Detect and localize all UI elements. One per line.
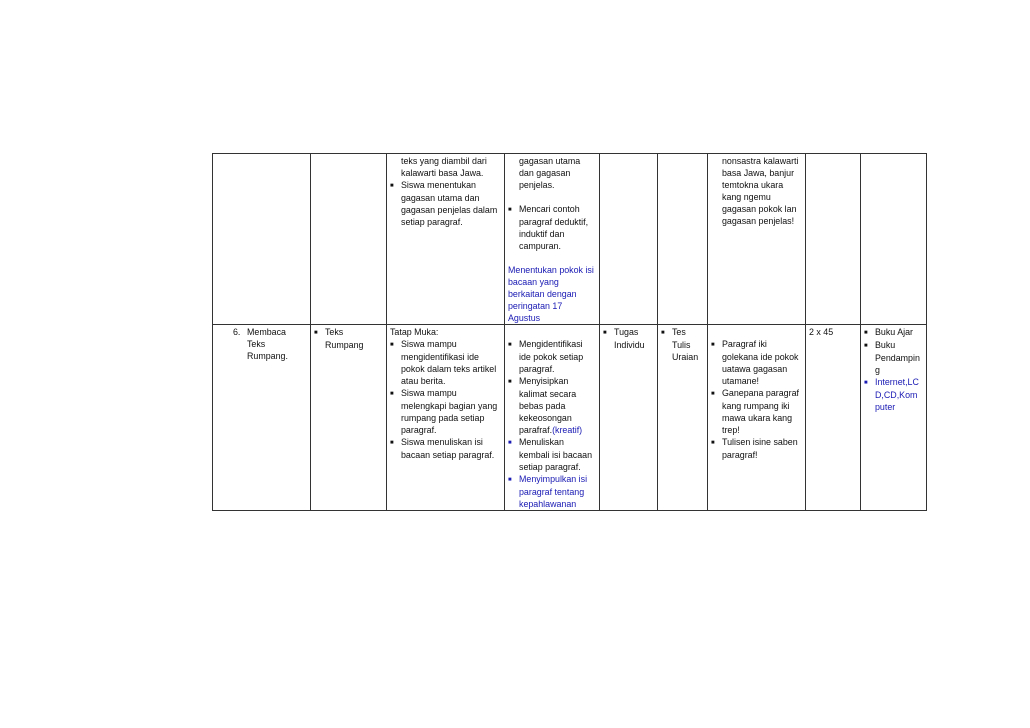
bullet-icon: ■ xyxy=(508,440,512,446)
cell-bentuk xyxy=(658,325,708,511)
text-line: gagasan penjelas dalam xyxy=(401,205,498,215)
list-item: ■ Menyimpulkan isi xyxy=(508,474,588,484)
text-line: setiap paragraf. xyxy=(401,217,463,227)
text-line: Rumpang xyxy=(325,340,364,350)
list-item: ■ Teks xyxy=(314,327,344,337)
list-item: ■ Tugas xyxy=(603,327,639,337)
text-line: kalimat secara xyxy=(519,389,577,399)
text-line: golekana ide pokok xyxy=(722,352,799,362)
text-line: trep! xyxy=(722,425,740,435)
text-line: dan gagasan xyxy=(519,168,571,178)
bullet-icon: ■ xyxy=(864,330,868,336)
text-line: Individu xyxy=(614,340,645,350)
text-line: paragraf! xyxy=(722,450,758,460)
list-item: ■ Paragraf iki xyxy=(711,339,767,349)
bullet-icon: ■ xyxy=(711,440,715,446)
cell-kd xyxy=(213,154,311,325)
cell-teknik xyxy=(600,325,658,511)
text-line: setiap paragraf. xyxy=(519,462,581,472)
text-line: kembali isi bacaan xyxy=(519,450,593,460)
note-line: peringatan 17 xyxy=(508,301,563,311)
list-item: ■ Internet,LC xyxy=(864,377,919,387)
text-line: basa Jawa, banjur xyxy=(722,168,795,178)
note-line: bacaan yang xyxy=(508,277,559,287)
text-line: uatawa gagasan xyxy=(722,364,788,374)
list-item: ■ Tes xyxy=(661,327,686,337)
text-line: atau berita. xyxy=(401,376,446,386)
text-line: ide pokok setiap xyxy=(519,352,584,362)
text-line: kang rumpang iki xyxy=(722,401,790,411)
text-line: temtokna ukara xyxy=(722,180,784,190)
text-line: penjelas. xyxy=(519,180,555,190)
text-line: paragraf deduktif, xyxy=(519,217,589,227)
note-line: Menentukan pokok isi xyxy=(508,265,594,275)
lesson-plan-table xyxy=(212,153,927,511)
text-line: rumpang pada setiap xyxy=(401,413,485,423)
note-line: Agustus xyxy=(508,313,541,323)
text-line: kang ngemu xyxy=(722,192,771,202)
text-line: Pendampin xyxy=(875,353,920,363)
list-item: ■ Siswa mampu xyxy=(390,388,457,398)
text-line: gagasan utama xyxy=(519,156,581,166)
text-line: melengkapi bagian yang xyxy=(401,401,498,411)
text-line: utamane! xyxy=(722,376,760,386)
note-line: berkaitan dengan xyxy=(508,289,577,299)
list-item: ■ Mencari contoh xyxy=(508,204,580,214)
bullet-icon: ■ xyxy=(390,440,394,446)
text-line: teks yang diambil dari xyxy=(401,156,487,166)
bullet-icon: ■ xyxy=(508,342,512,348)
bullet-icon: ■ xyxy=(508,477,512,483)
text-line: parafraf.(kreatif) xyxy=(519,425,583,435)
table-row-6 xyxy=(213,325,927,511)
bullet-icon: ■ xyxy=(864,380,868,386)
text-line: Uraian xyxy=(672,352,699,362)
bullet-icon: ■ xyxy=(508,207,512,213)
text-line: mawa ukara kang xyxy=(722,413,793,423)
text-line: paragraf. xyxy=(519,364,555,374)
cell-kegiatan xyxy=(387,154,505,325)
cell-sumber xyxy=(861,325,927,511)
bullet-icon: ■ xyxy=(390,391,394,397)
cell-materi xyxy=(311,154,387,325)
text-line: kepahlawanan xyxy=(519,499,577,509)
cell-waktu xyxy=(806,154,861,325)
bullet-icon: ■ xyxy=(661,330,665,336)
cell-bentuk xyxy=(658,154,708,325)
bullet-icon: ■ xyxy=(390,183,394,189)
list-item: ■ Menuliskan xyxy=(508,437,564,447)
kegiatan-heading: Tatap Muka: xyxy=(390,327,439,337)
list-item: ■ Siswa mampu xyxy=(390,339,457,349)
list-item: ■ Tulisen isine saben xyxy=(711,437,798,447)
text-line: gagasan pokok lan xyxy=(722,204,797,214)
bullet-icon: ■ xyxy=(508,379,512,385)
text-line: nonsastra kalawarti xyxy=(722,156,799,166)
cell-waktu xyxy=(806,325,861,511)
list-item: ■ Mengidentifikasi xyxy=(508,339,583,349)
text-line: gagasan penjelas! xyxy=(722,216,795,226)
cell-kd xyxy=(213,325,311,511)
cell-karakter xyxy=(505,325,600,511)
bullet-icon: ■ xyxy=(314,330,318,336)
cell-teknik xyxy=(600,154,658,325)
text-line: kekeosongan xyxy=(519,413,572,423)
text-line: pokok dalam teks artikel xyxy=(401,364,497,374)
text-line: induktif dan xyxy=(519,229,565,239)
list-item: ■ Menyisipkan xyxy=(508,376,569,386)
cell-karakter xyxy=(505,154,600,325)
bullet-icon: ■ xyxy=(864,343,868,349)
cell-instrumen xyxy=(708,154,806,325)
table-row-continued xyxy=(213,154,927,325)
text-line: D,CD,Kom xyxy=(875,390,918,400)
bullet-icon: ■ xyxy=(390,342,394,348)
text-line: kalawarti basa Jawa. xyxy=(401,168,484,178)
kd-line: Teks xyxy=(247,339,266,349)
text-line: mengidentifikasi ide xyxy=(401,352,479,362)
kd-line: Rumpang. xyxy=(247,351,288,361)
bullet-icon: ■ xyxy=(711,342,715,348)
list-item: ■ Siswa menentukan xyxy=(390,180,476,190)
cell-materi xyxy=(311,325,387,511)
list-item: ■ Ganepana paragraf xyxy=(711,388,799,398)
list-item: ■ Siswa menuliskan isi xyxy=(390,437,483,447)
list-item: ■ Buku xyxy=(864,340,896,350)
text-line: bacaan setiap paragraf. xyxy=(401,450,495,460)
kd-line: 6. Membaca xyxy=(233,327,286,337)
text-line: campuran. xyxy=(519,241,561,251)
cell-kegiatan xyxy=(387,325,505,511)
text-line: paragraf tentang xyxy=(519,487,585,497)
text-line: bebas pada xyxy=(519,401,566,411)
text-line: gagasan utama dan xyxy=(401,193,480,203)
list-item: ■ Buku Ajar xyxy=(864,327,913,337)
cell-instrumen xyxy=(708,325,806,511)
text-line: Tulis xyxy=(672,340,691,350)
time-allocation: 2 x 45 xyxy=(809,327,834,337)
cell-sumber xyxy=(861,154,927,325)
bullet-icon: ■ xyxy=(603,330,607,336)
text-line: paragraf. xyxy=(401,425,437,435)
bullet-icon: ■ xyxy=(711,391,715,397)
text-line: puter xyxy=(875,402,896,412)
text-line: g xyxy=(875,365,880,375)
